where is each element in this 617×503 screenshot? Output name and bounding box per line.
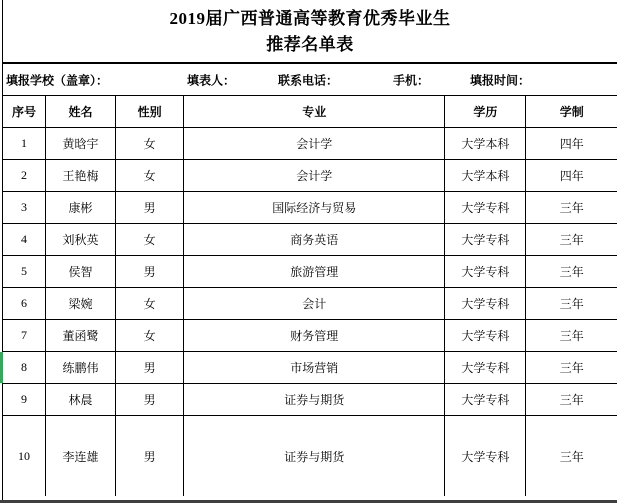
cell-major[interactable]: 国际经济与贸易 xyxy=(184,192,445,224)
cell-no[interactable]: 8 xyxy=(3,352,46,384)
cell-degree[interactable]: 大学专科 xyxy=(445,192,526,224)
cell-no[interactable]: 2 xyxy=(3,160,46,192)
cell-duration[interactable]: 四年 xyxy=(526,128,617,160)
cell-name[interactable]: 练鹏伟 xyxy=(46,352,116,384)
cell-gender[interactable]: 女 xyxy=(116,288,184,320)
cell-no[interactable]: 6 xyxy=(3,288,46,320)
table-row xyxy=(3,224,617,256)
cell-no[interactable]: 1 xyxy=(3,128,46,160)
cell-name[interactable]: 王艳梅 xyxy=(46,160,116,192)
cell-duration[interactable]: 四年 xyxy=(526,160,617,192)
cell-degree[interactable]: 大学专科 xyxy=(445,384,526,416)
cell-degree[interactable]: 大学专科 xyxy=(445,288,526,320)
cell-no[interactable]: 7 xyxy=(3,320,46,352)
table-header-row xyxy=(3,96,617,128)
cell-degree[interactable]: 大学本科 xyxy=(445,128,526,160)
cell-no[interactable]: 5 xyxy=(3,256,46,288)
cell-major[interactable]: 市场营销 xyxy=(184,352,445,384)
table-row xyxy=(3,192,617,224)
cell-degree[interactable]: 大学本科 xyxy=(445,160,526,192)
table-row xyxy=(3,288,617,320)
cell-name[interactable]: 黄晗宇 xyxy=(46,128,116,160)
cell-degree[interactable]: 大学专科 xyxy=(445,416,526,497)
cell-gender[interactable]: 男 xyxy=(116,192,184,224)
cell-name[interactable]: 侯智 xyxy=(46,256,116,288)
cell-duration[interactable]: 三年 xyxy=(526,224,617,256)
table-row xyxy=(3,256,617,288)
cell-no[interactable]: 4 xyxy=(3,224,46,256)
cell-gender[interactable]: 男 xyxy=(116,256,184,288)
header-cell-degree[interactable]: 学历 xyxy=(445,96,526,128)
cell-duration[interactable]: 三年 xyxy=(526,192,617,224)
cell-duration[interactable]: 三年 xyxy=(526,288,617,320)
cell-major[interactable]: 旅游管理 xyxy=(184,256,445,288)
cell-duration[interactable]: 三年 xyxy=(526,384,617,416)
table-body xyxy=(3,128,617,497)
cell-name[interactable]: 李连雄 xyxy=(46,416,116,497)
cell-gender[interactable]: 男 xyxy=(116,384,184,416)
cell-gender[interactable]: 男 xyxy=(116,352,184,384)
fill-date-label: 填报时间： xyxy=(470,73,531,87)
header-cell-major[interactable]: 专业 xyxy=(184,96,445,128)
cell-major[interactable]: 会计学 xyxy=(184,160,445,192)
title-line-2: 推荐名单表 xyxy=(266,35,354,54)
cell-gender[interactable]: 女 xyxy=(116,160,184,192)
cell-gender[interactable]: 女 xyxy=(116,224,184,256)
cell-duration[interactable]: 三年 xyxy=(526,352,617,384)
cell-duration[interactable]: 三年 xyxy=(526,320,617,352)
cell-major[interactable]: 会计 xyxy=(184,288,445,320)
cell-name[interactable]: 康彬 xyxy=(46,192,116,224)
form-filler-label: 填表人： xyxy=(187,73,236,87)
cell-name[interactable]: 董函鹭 xyxy=(46,320,116,352)
cell-no[interactable]: 9 xyxy=(3,384,46,416)
cell-major[interactable]: 证券与期货 xyxy=(184,384,445,416)
document-title xyxy=(3,0,617,62)
row-selection-indicator xyxy=(0,352,3,383)
table-row xyxy=(3,128,617,160)
cell-name[interactable]: 梁婉 xyxy=(46,288,116,320)
mobile-label: 手机： xyxy=(393,73,430,87)
cell-duration[interactable]: 三年 xyxy=(526,416,617,497)
form-info-row[interactable] xyxy=(2,62,617,96)
table-row xyxy=(3,352,617,384)
cell-degree[interactable]: 大学专科 xyxy=(445,224,526,256)
school-stamp-label: 填报学校（盖章）： xyxy=(6,73,109,87)
cell-major[interactable]: 商务英语 xyxy=(184,224,445,256)
cell-duration[interactable]: 三年 xyxy=(526,256,617,288)
header-cell-name[interactable]: 姓名 xyxy=(46,96,116,128)
cell-name[interactable]: 刘秋英 xyxy=(46,224,116,256)
table-row xyxy=(3,384,617,416)
title-line-1: 2019届广西普通高等教育优秀毕业生 xyxy=(169,9,451,28)
cell-degree[interactable]: 大学专科 xyxy=(445,352,526,384)
header-cell-gender[interactable]: 性别 xyxy=(116,96,184,128)
recommendation-table xyxy=(2,96,617,497)
header-cell-no[interactable]: 序号 xyxy=(3,96,46,128)
header-cell-duration[interactable]: 学制 xyxy=(526,96,617,128)
table-row xyxy=(3,160,617,192)
cell-no[interactable]: 3 xyxy=(3,192,46,224)
table-row xyxy=(3,416,617,497)
cell-degree[interactable]: 大学专科 xyxy=(445,256,526,288)
cell-no[interactable]: 10 xyxy=(3,416,46,497)
cell-major[interactable]: 会计学 xyxy=(184,128,445,160)
cell-gender[interactable]: 女 xyxy=(116,320,184,352)
cell-major[interactable]: 财务管理 xyxy=(184,320,445,352)
table-row xyxy=(3,320,617,352)
cell-major[interactable]: 证券与期货 xyxy=(184,416,445,497)
contact-phone-label: 联系电话： xyxy=(278,73,339,87)
cell-name[interactable]: 林晨 xyxy=(46,384,116,416)
cell-degree[interactable]: 大学专科 xyxy=(445,320,526,352)
cell-gender[interactable]: 女 xyxy=(116,128,184,160)
cell-gender[interactable]: 男 xyxy=(116,416,184,497)
